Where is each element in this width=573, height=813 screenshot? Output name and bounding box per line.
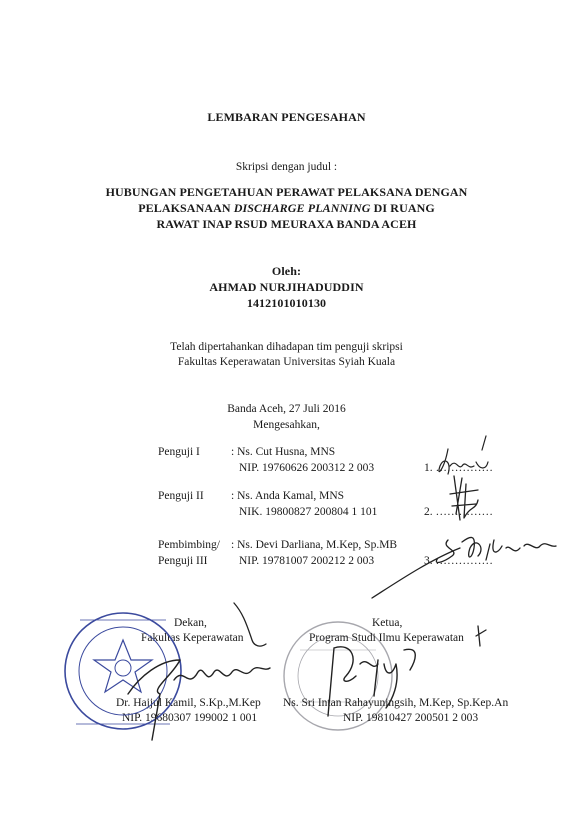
author-nim: 1412101010130 bbox=[246, 296, 327, 310]
chair-name: Ns. Sri Intan Rahayuningsih, M.Kep, Sp.Kep.An bbox=[283, 697, 509, 709]
examiner-3-sign-line: 3. …………… bbox=[424, 555, 493, 567]
defense-line1: Telah dipertahankan dihadapan tim penguji skripsi bbox=[170, 341, 403, 353]
author-name: AHMAD NURJIHADUDDIN bbox=[209, 280, 364, 294]
dean-title: Dekan, bbox=[174, 617, 207, 629]
examiner-3-role: Pembimbing/ bbox=[158, 539, 220, 551]
examiner-1-signature bbox=[439, 436, 488, 474]
defense-line2: Fakultas Keperawatan Universitas Syiah Kuala bbox=[177, 356, 396, 368]
examiner-2-sign-line: 2. …………… bbox=[424, 506, 493, 518]
chair-id: NIP. 19810427 200501 2 003 bbox=[343, 712, 479, 724]
by-label: Oleh: bbox=[271, 264, 302, 278]
intro-text: Skripsi dengan judul : bbox=[235, 161, 338, 173]
thesis-title-line3: RAWAT INAP RSUD MEURAXA BANDA ACEH bbox=[156, 217, 417, 231]
chair-title: Ketua, bbox=[372, 617, 403, 629]
stamp-left bbox=[65, 613, 181, 729]
chair-signature bbox=[328, 626, 486, 716]
page-heading: LEMBARAN PENGESAHAN bbox=[207, 110, 366, 124]
thesis-title-line1: HUBUNGAN PENGETAHUAN PERAWAT PELAKSANA DENGAN bbox=[105, 185, 468, 199]
dean-name: Dr. Hajjul Kamil, S.Kp.,M.Kep bbox=[116, 697, 261, 709]
examiner-1-sign-line: 1. …………… bbox=[424, 462, 493, 474]
examiner-2-signature bbox=[450, 476, 478, 520]
examiner-1-role: Penguji I bbox=[158, 446, 200, 458]
thesis-title-line2: PELAKSANAAN DISCHARGE PLANNING DI RUANG bbox=[138, 201, 435, 215]
dean-id: NIP. 19680307 199002 1 001 bbox=[122, 712, 258, 724]
approval-label: Mengesahkan, bbox=[253, 419, 320, 431]
dean-signature bbox=[128, 660, 270, 740]
examiner-2-id: NIK. 19800827 200804 1 101 bbox=[239, 506, 378, 518]
examiner-3-id: NIP. 19781007 200212 2 003 bbox=[239, 555, 375, 567]
dean-unit: Fakultas Keperawatan bbox=[141, 632, 244, 644]
examiner-2-role: Penguji II bbox=[158, 490, 204, 502]
examiner-1-name: : Ns. Cut Husna, MNS bbox=[231, 446, 336, 458]
place-date: Banda Aceh, 27 Juli 2016 bbox=[227, 403, 346, 415]
chair-unit: Program Studi Ilmu Keperawatan bbox=[309, 632, 464, 644]
examiner-3-role-line2: Penguji III bbox=[158, 555, 208, 567]
examiner-2-name: : Ns. Anda Kamal, MNS bbox=[231, 490, 345, 502]
examiner-3-name: : Ns. Devi Darliana, M.Kep, Sp.MB bbox=[231, 539, 398, 551]
examiner-1-id: NIP. 19760626 200312 2 003 bbox=[239, 462, 375, 474]
examiner-3-signature bbox=[372, 537, 556, 598]
